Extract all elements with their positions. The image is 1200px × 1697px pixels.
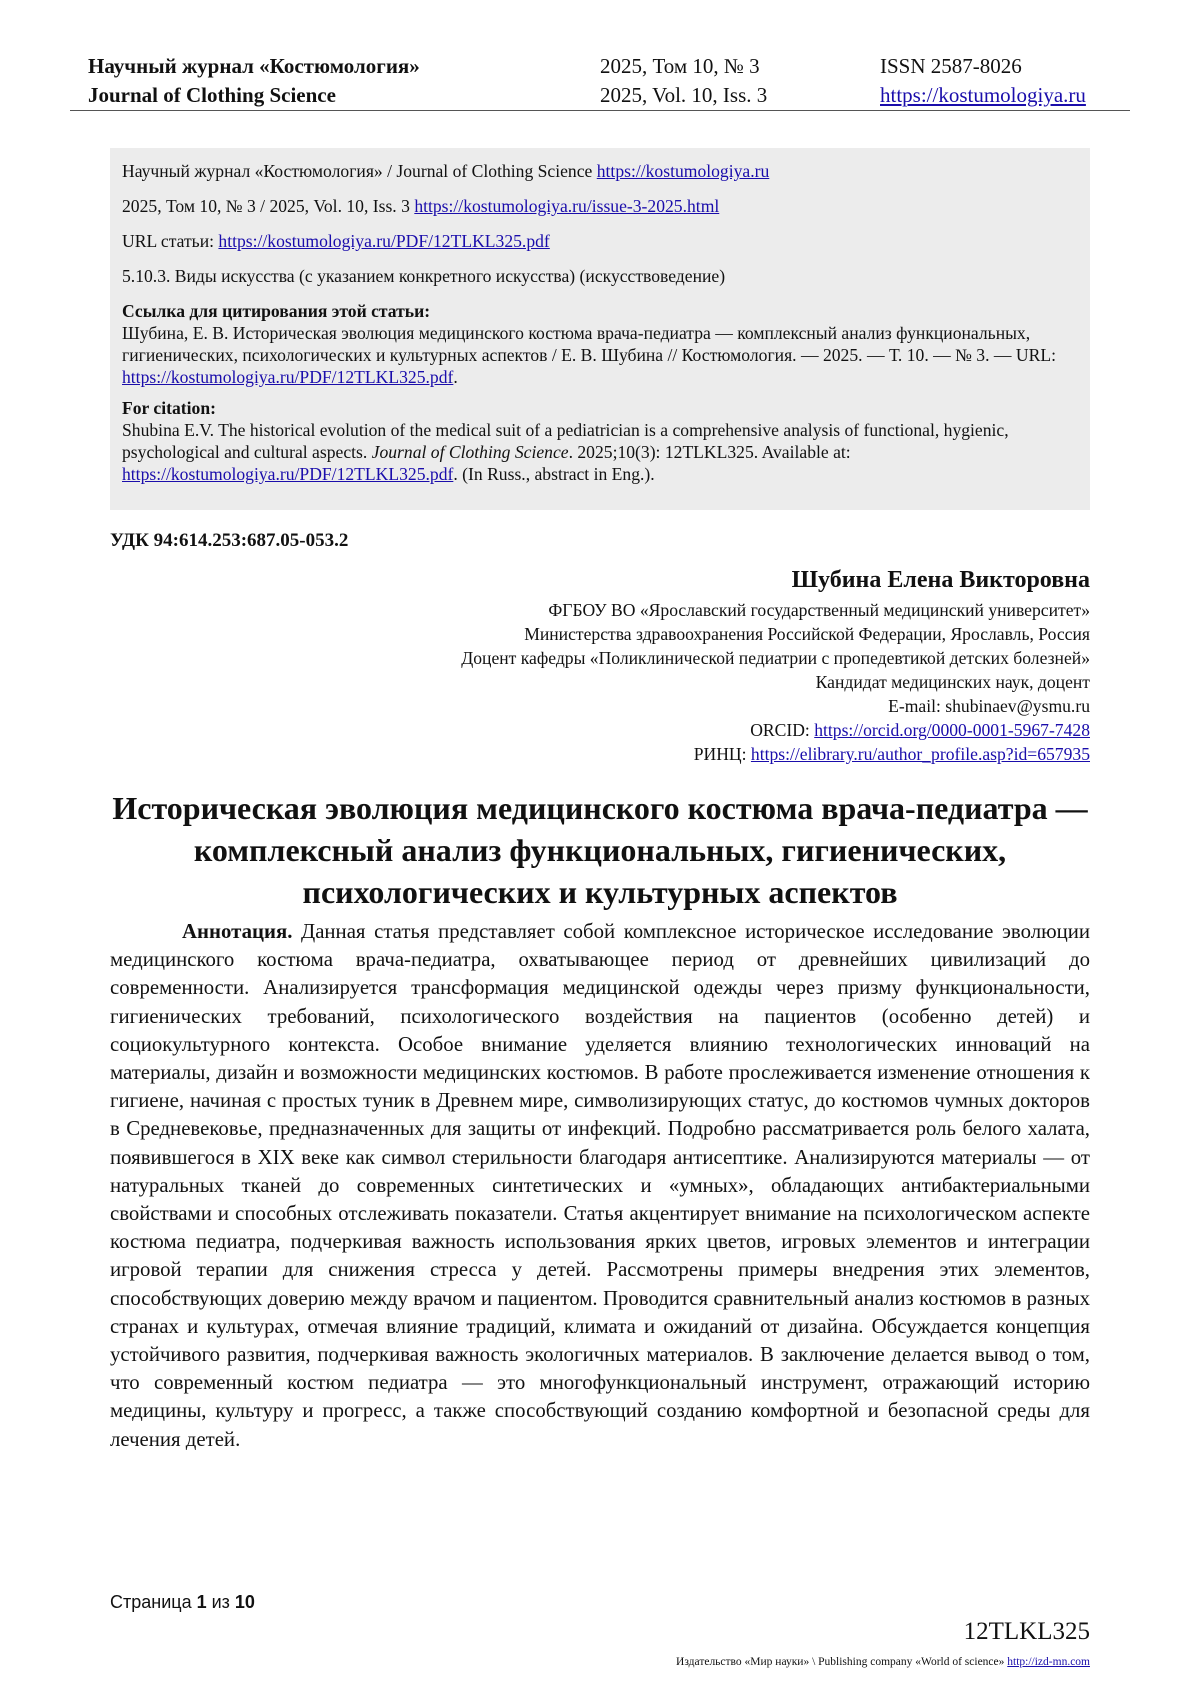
info-article-link[interactable]: https://kostumologiya.ru/PDF/12TLKL325.pdf xyxy=(218,231,550,251)
page-header xyxy=(88,52,1120,114)
abstract xyxy=(110,918,1090,1454)
citation-en: For citation: Shubina E.V. The historical evolution of the medical suit of a pediatrician is a comprehensive analysis of functional, hygienic, psychological and cultural aspects. Journal of Clothing Science. 2025;10(3): 12TLKL325. Available at: https://kostumologiya.ru/PDF/12TLKL325.pdf. (In Russ., abstract in Eng.). xyxy=(122,397,1078,485)
author-degree: Кандидат медицинских наук, доцент xyxy=(815,672,1090,692)
journal-name-ru: Научный журнал «Костюмология» xyxy=(88,54,420,78)
orcid-link[interactable]: https://orcid.org/0000-0001-5967-7428 xyxy=(814,720,1090,740)
journal-name-en: Journal of Clothing Science xyxy=(88,83,336,107)
citation-ru-label: Ссылка для цитирования этой статьи: xyxy=(122,301,431,321)
abstract-label: Аннотация. xyxy=(182,920,293,943)
author-rinc: РИНЦ: https://elibrary.ru/author_profile.asp?id=657935 xyxy=(693,744,1090,764)
citation-ru: Ссылка для цитирования этой статьи: Шубина, Е. В. Историческая эволюция медицинского костюма врача-педиатра — комплексный анализ функциональных, гигиенических, психологических и культурных аспектов / Е. В. Шубина // Костюмология. — 2025. — Т. 10. — № 3. — URL: https://kostumologiya.ru/PDF/12TLKL325.pdf. xyxy=(122,300,1078,388)
info-journal-link[interactable]: https://kostumologiya.ru xyxy=(596,161,770,181)
info-issue-link[interactable]: https://kostumologiya.ru/issue-3-2025.html xyxy=(414,196,720,216)
udk-code: УДК 94:614.253:687.05-053.2 xyxy=(110,530,349,551)
author-orcid: ORCID: https://orcid.org/0000-0001-5967-7428 xyxy=(750,720,1090,740)
author-affiliation-2: Министерства здравоохранения Российской Федерации, Ярославль, Россия xyxy=(524,624,1090,644)
info-line-specialty: 5.10.3. Виды искусства (с указанием конкретного искусства) (искусствоведение) xyxy=(122,266,726,286)
author-email: E-mail: shubinaev@ysmu.ru xyxy=(888,696,1090,716)
article-title: Историческая эволюция медицинского костюма врача-педиатра — комплексный анализ функциональных, гигиенических, психологических и культурных аспектов xyxy=(112,790,1088,910)
issue-ru: 2025, Том 10, № 3 xyxy=(600,54,760,78)
page-total: 10 xyxy=(234,1592,255,1612)
issn: ISSN 2587-8026 xyxy=(880,54,1022,78)
journal-site-link[interactable]: https://kostumologiya.ru xyxy=(880,83,1086,107)
article-code: 12TLKL325 xyxy=(963,1618,1090,1645)
info-line-url: URL статьи: https://kostumologiya.ru/PDF/12TLKL325.pdf xyxy=(122,231,550,251)
citation-ru-link[interactable]: https://kostumologiya.ru/PDF/12TLKL325.pdf xyxy=(122,367,454,387)
issue-block xyxy=(600,52,767,110)
author-position: Доцент кафедры «Поликлинической педиатрии с пропедевтикой детских болезней» xyxy=(461,648,1090,668)
citation-en-label: For citation: xyxy=(122,398,216,418)
citation-en-text: Shubina E.V. The historical evolution of the medical suit of a pediatrician is a comprehensive analysis of functional, hygienic, psychological and cultural aspects. xyxy=(122,420,1009,462)
issn-block xyxy=(880,52,1086,110)
citation-info-box xyxy=(110,148,1090,510)
publisher-line: Издательство «Мир науки» \ Publishing company «World of science» http://izd-mn.com xyxy=(676,1656,1090,1668)
info-line-journal: Научный журнал «Костюмология» / Journal of Clothing Science https://kostumologiya.ru xyxy=(122,161,770,181)
journal-name-block xyxy=(88,52,420,110)
rinc-link[interactable]: https://elibrary.ru/author_profile.asp?id=657935 xyxy=(750,744,1090,764)
author-name: Шубина Елена Викторовна xyxy=(791,567,1090,593)
issue-en: 2025, Vol. 10, Iss. 3 xyxy=(600,83,768,107)
author-block xyxy=(190,564,1090,766)
publisher-link[interactable]: http://izd-mn.com xyxy=(1007,1656,1090,1668)
page-current: 1 xyxy=(196,1592,207,1612)
info-line-issue: 2025, Том 10, № 3 / 2025, Vol. 10, Iss. 3 https://kostumologiya.ru/issue-3-2025.html xyxy=(122,196,720,216)
citation-en-link[interactable]: https://kostumologiya.ru/PDF/12TLKL325.pdf xyxy=(122,464,454,484)
author-affiliation-1: ФГБОУ ВО «Ярославский государственный медицинский университет» xyxy=(548,600,1090,620)
header-divider xyxy=(70,110,1130,111)
citation-ru-text: Шубина, Е. В. Историческая эволюция медицинского костюма врача-педиатра — комплексный анализ функциональных, гигиенических, психологических и культурных аспектов / Е. В. Шубина // Костюмология. — 2025. — Т. 10. — № 3. — URL: xyxy=(122,323,1056,365)
abstract-text: Данная статья представляет собой комплексное историческое исследование эволюции медицинского костюма врача-педиатра, охватывающее период от древнейших цивилизаций до современности. Анализируется трансформация медицинской одежды через призму функциональности, гигиенических требований, психологического воздействия на пациентов (особенно детей) и социокультурного контекста. Особое внимание уделяется влиянию технологических инноваций на материалы, дизайн и возможности медицинских костюмов. В работе прослеживается изменение отношения к гигиене, начиная с простых туник в Древнем мире, символизирующих статус, до костюмов чумных докторов в Средневековье, предназначенных для защиты от инфекций. Подробно рассматривается роль белого халата, появившегося в XIX веке как символ стерильности благодаря антисептике. Анализируются материалы — от натуральных тканей до современных синтетических и «умных», обладающих антибактериальными свойствами и способных отслеживать показатели. Статья акцентирует внимание на психологическом аспекте костюма педиатра, подчеркивая важность использования ярких цветов, игровых элементов и интеграции игровой терапии для снижения стресса у детей. Рассмотрены примеры внедрения этих элементов, способствующих доверию между врачом и пациентом. Проводится сравнительный анализ костюмов в разных странах и культурах, отмечая влияние традиций, климата и ожиданий от дизайна. Обсуждается концепция устойчивого развития, подчеркивая важность экологичных материалов. В заключение делается вывод о том, что современный костюм педиатра — это многофункциональный инструмент, отражающий историю медицины, культуру и прогресс, а также способствующий созданию комфортной и безопасной среды для лечения детей. xyxy=(110,920,1090,1451)
citation-en-journal: Journal of Clothing Science xyxy=(371,442,569,462)
page-number: Страница 1 из 10 xyxy=(110,1592,255,1612)
